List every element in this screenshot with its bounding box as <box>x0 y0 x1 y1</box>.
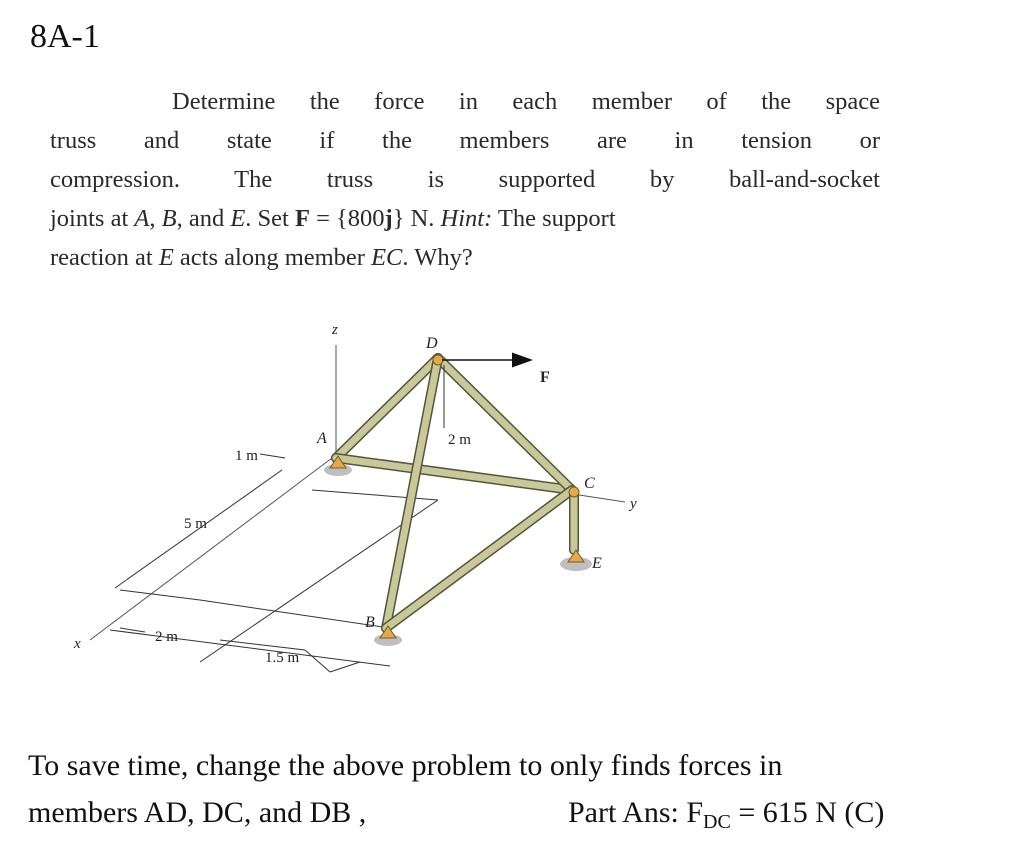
problem-line-1: Determine the force in each member of the space <box>172 88 880 115</box>
joint-C <box>569 487 579 497</box>
x-axis <box>90 455 336 640</box>
joint-D <box>433 355 443 365</box>
modified-line-2 <box>28 789 1008 836</box>
label-C: C <box>584 475 595 492</box>
modified-problem <box>28 742 1008 836</box>
label-y: y <box>630 496 637 512</box>
truss-members <box>336 358 574 628</box>
dim-1-5m: 1.5 m <box>265 650 300 666</box>
part-answer: Part Ans: $F_{DC} = 615$ N (C) <box>568 796 885 833</box>
problem-line-3: compression. The truss is supported by ball-and-socket <box>50 166 880 193</box>
dim-5m: 5 m <box>184 516 207 532</box>
label-B: B <box>365 614 375 631</box>
problem-statement <box>50 82 880 277</box>
problem-line-2: truss and state if the members are in tension or <box>50 127 880 154</box>
label-x: x <box>74 636 81 652</box>
dim-1m: 1 m <box>235 448 258 464</box>
label-z: z <box>332 322 338 338</box>
label-E: E <box>592 555 602 572</box>
dim-2m-height: 2 m <box>448 432 471 448</box>
label-F: F <box>540 369 550 386</box>
space-truss-figure <box>60 310 660 690</box>
problem-number: 8A-1 <box>30 18 100 55</box>
dim-2m: 2 m <box>155 629 178 645</box>
problem-line-4: joints at A, B, and E. Set F = {800j} N. Hint: The support <box>50 205 616 232</box>
modified-line-1: To save time, change the above problem to only finds forces in <box>28 749 783 782</box>
label-A: A <box>317 430 327 447</box>
label-D: D <box>426 335 438 352</box>
members-list: members AD, DC, and DB , <box>28 796 367 829</box>
problem-line-5: reaction at E acts along member EC. Why? <box>50 244 473 271</box>
